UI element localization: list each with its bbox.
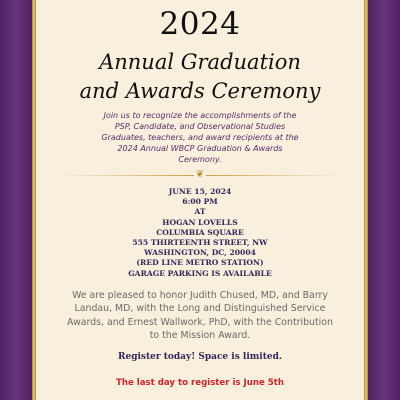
- venue-building: COLUMBIA SQUARE: [156, 227, 244, 237]
- honor-line-2: Landau, MD, with the Long and Distinguished Service: [74, 303, 326, 315]
- left-purple-border: [0, 0, 32, 400]
- flourish-icon: ❦: [195, 169, 205, 180]
- event-time: 6:00 PM: [182, 197, 218, 207]
- intro-text: [68, 110, 332, 165]
- event-year: 2024: [159, 6, 241, 42]
- intro-line-1: Join us to recognize the accomplishments of the: [103, 111, 297, 120]
- right-purple-border: [368, 0, 400, 400]
- intro-line-4: 2024 Annual WBCP Graduation & Awards: [117, 144, 283, 153]
- divider-rule-right: [206, 175, 342, 176]
- event-date: JUNE 15, 2024: [168, 187, 232, 196]
- venue-street: 555 THIRTEENTH STREET, NW: [132, 238, 268, 248]
- invitation-panel: [36, 0, 364, 400]
- event-details: [36, 187, 364, 279]
- intro-line-5: Ceremony.: [178, 155, 222, 164]
- intro-line-3: Graduates, teachers, and award recipients at the: [101, 133, 299, 142]
- title-line-1: Annual Graduation: [99, 50, 301, 74]
- cutoff-text-partial: [36, 390, 364, 400]
- right-gold-trim: [364, 0, 368, 400]
- ornamental-divider: [58, 169, 342, 181]
- event-title: [36, 48, 364, 106]
- title-line-2: and Awards Ceremony: [79, 79, 321, 103]
- honor-line-1: We are pleased to honor Judith Chused, MD, and Barry: [72, 289, 328, 301]
- honor-line-3: Awards, and Ernest Wallwork, PhD, with the Contribution: [67, 316, 333, 328]
- divider-rule-left: [58, 175, 194, 176]
- honor-line-4: to the Mission Award.: [149, 330, 251, 342]
- metro-note: (RED LINE METRO STATION): [136, 258, 264, 268]
- venue-city: WASHINGTON, DC, 20004: [144, 248, 256, 258]
- honorees-text: [50, 289, 350, 343]
- event-at: AT: [194, 207, 206, 217]
- parking-note: GARAGE PARKING IS AVAILABLE: [128, 268, 272, 278]
- venue-name: HOGAN LOVELLS: [162, 217, 238, 227]
- registration-deadline: The last day to register is June 5th: [115, 378, 284, 389]
- register-call-to-action: Register today! Space is limited.: [117, 352, 282, 363]
- intro-line-2: PSP, Candidate, and Observational Studies: [114, 122, 286, 131]
